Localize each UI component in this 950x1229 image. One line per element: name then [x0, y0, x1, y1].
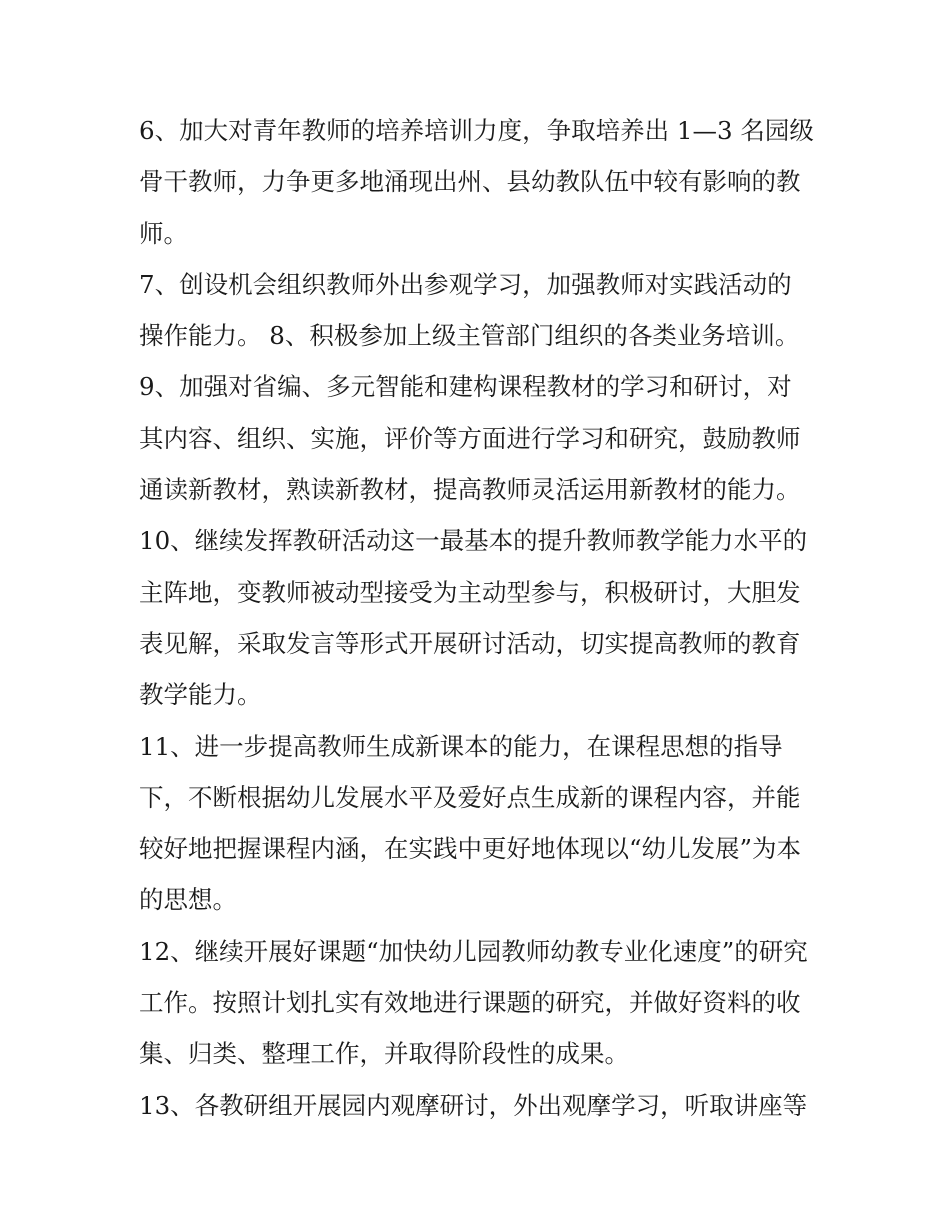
document-body	[139, 105, 819, 1131]
text-line: 下，不断根据幼儿发展水平及爱好点生成新的课程内容，并能	[139, 782, 801, 812]
text-line: 6、加大对青年教师的培养培训力度，争取培养出 1—3 名园级	[139, 116, 814, 145]
text-line: 主阵地，变教师被动型接受为主动型参与，积极研讨，大胆发	[139, 577, 801, 607]
text-line: 操作能力。 8、积极参加上级主管部门组织的各类业务培训。	[139, 321, 800, 351]
text-line: 较好地把握课程内涵，在实践中更好地体现以“幼儿发展”为本	[139, 834, 802, 864]
text-line: 9、加强对省编、多元智能和建构课程教材的学习和研讨，对	[139, 372, 792, 402]
text-line: 工作。按照计划扎实有效地进行课题的研究，并做好资料的收	[139, 988, 801, 1018]
text-line: 骨干教师，力争更多地涌现出州、县幼教队伍中较有影响的教	[139, 167, 801, 197]
text-line: 通读新教材，熟读新教材，提高教师灵活运用新教材的能力。	[139, 475, 801, 505]
text-line: 的思想。	[139, 885, 237, 915]
text-line: 教学能力。	[139, 680, 262, 710]
text-line: 师。	[139, 218, 188, 248]
text-line: 12、继续开展好课题“加快幼儿园教师幼教专业化速度”的研究	[139, 936, 808, 966]
text-line: 11、进一步提高教师生成新课本的能力，在课程思想的指导	[139, 731, 783, 761]
text-line: 集、归类、整理工作，并取得阶段性的成果。	[139, 1039, 629, 1069]
text-line: 13、各教研组开展园内观摩研讨，外出观摩学习，听取讲座等	[139, 1090, 808, 1120]
text-line: 其内容、组织、实施，评价等方面进行学习和研究，鼓励教师	[139, 423, 801, 453]
text-line: 10、继续发挥教研活动这一最基本的提升教师教学能力水平的	[139, 526, 808, 556]
text-line: 7、创设机会组织教师外出参观学习，加强教师对实践活动的	[139, 269, 792, 299]
text-line: 表见解，采取发言等形式开展研讨活动，切实提高教师的教育	[139, 628, 801, 658]
